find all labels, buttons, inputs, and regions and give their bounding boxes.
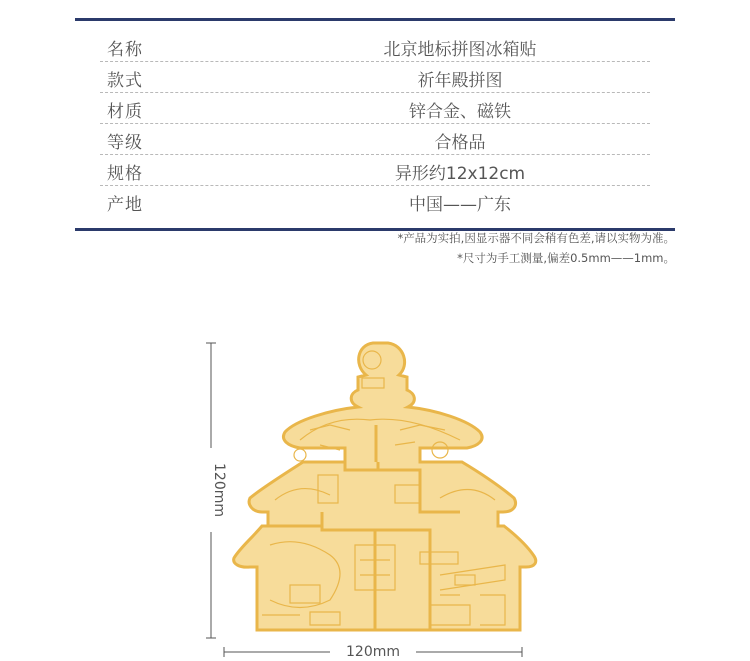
spec-value: 中国——广东	[409, 195, 511, 215]
spec-value: 锌合金、磁铁	[409, 102, 511, 122]
spec-label: 材质	[107, 102, 143, 122]
temple-silhouette	[234, 343, 536, 630]
height-dimension-label: 120mm	[211, 463, 227, 517]
spec-value: 异形约12x12cm	[394, 164, 526, 184]
width-dimension-label: 120mm	[346, 644, 400, 660]
spec-label: 规格	[107, 164, 143, 184]
spec-label: 等级	[107, 133, 143, 153]
spec-value: 北京地标拼图冰箱贴	[383, 40, 537, 60]
spec-label: 产地	[107, 195, 143, 215]
size-disclaimer: *尺寸为手工测量,偏差0.5mm——1mm。	[457, 251, 675, 265]
color-disclaimer: *产品为实拍,因显示器不同会稍有色差,请以实物为准。	[397, 231, 675, 245]
spec-label: 名称	[107, 40, 143, 60]
spec-value: 祈年殿拼图	[417, 71, 503, 91]
spec-value: 合格品	[434, 133, 486, 153]
spec-label: 款式	[107, 71, 143, 91]
